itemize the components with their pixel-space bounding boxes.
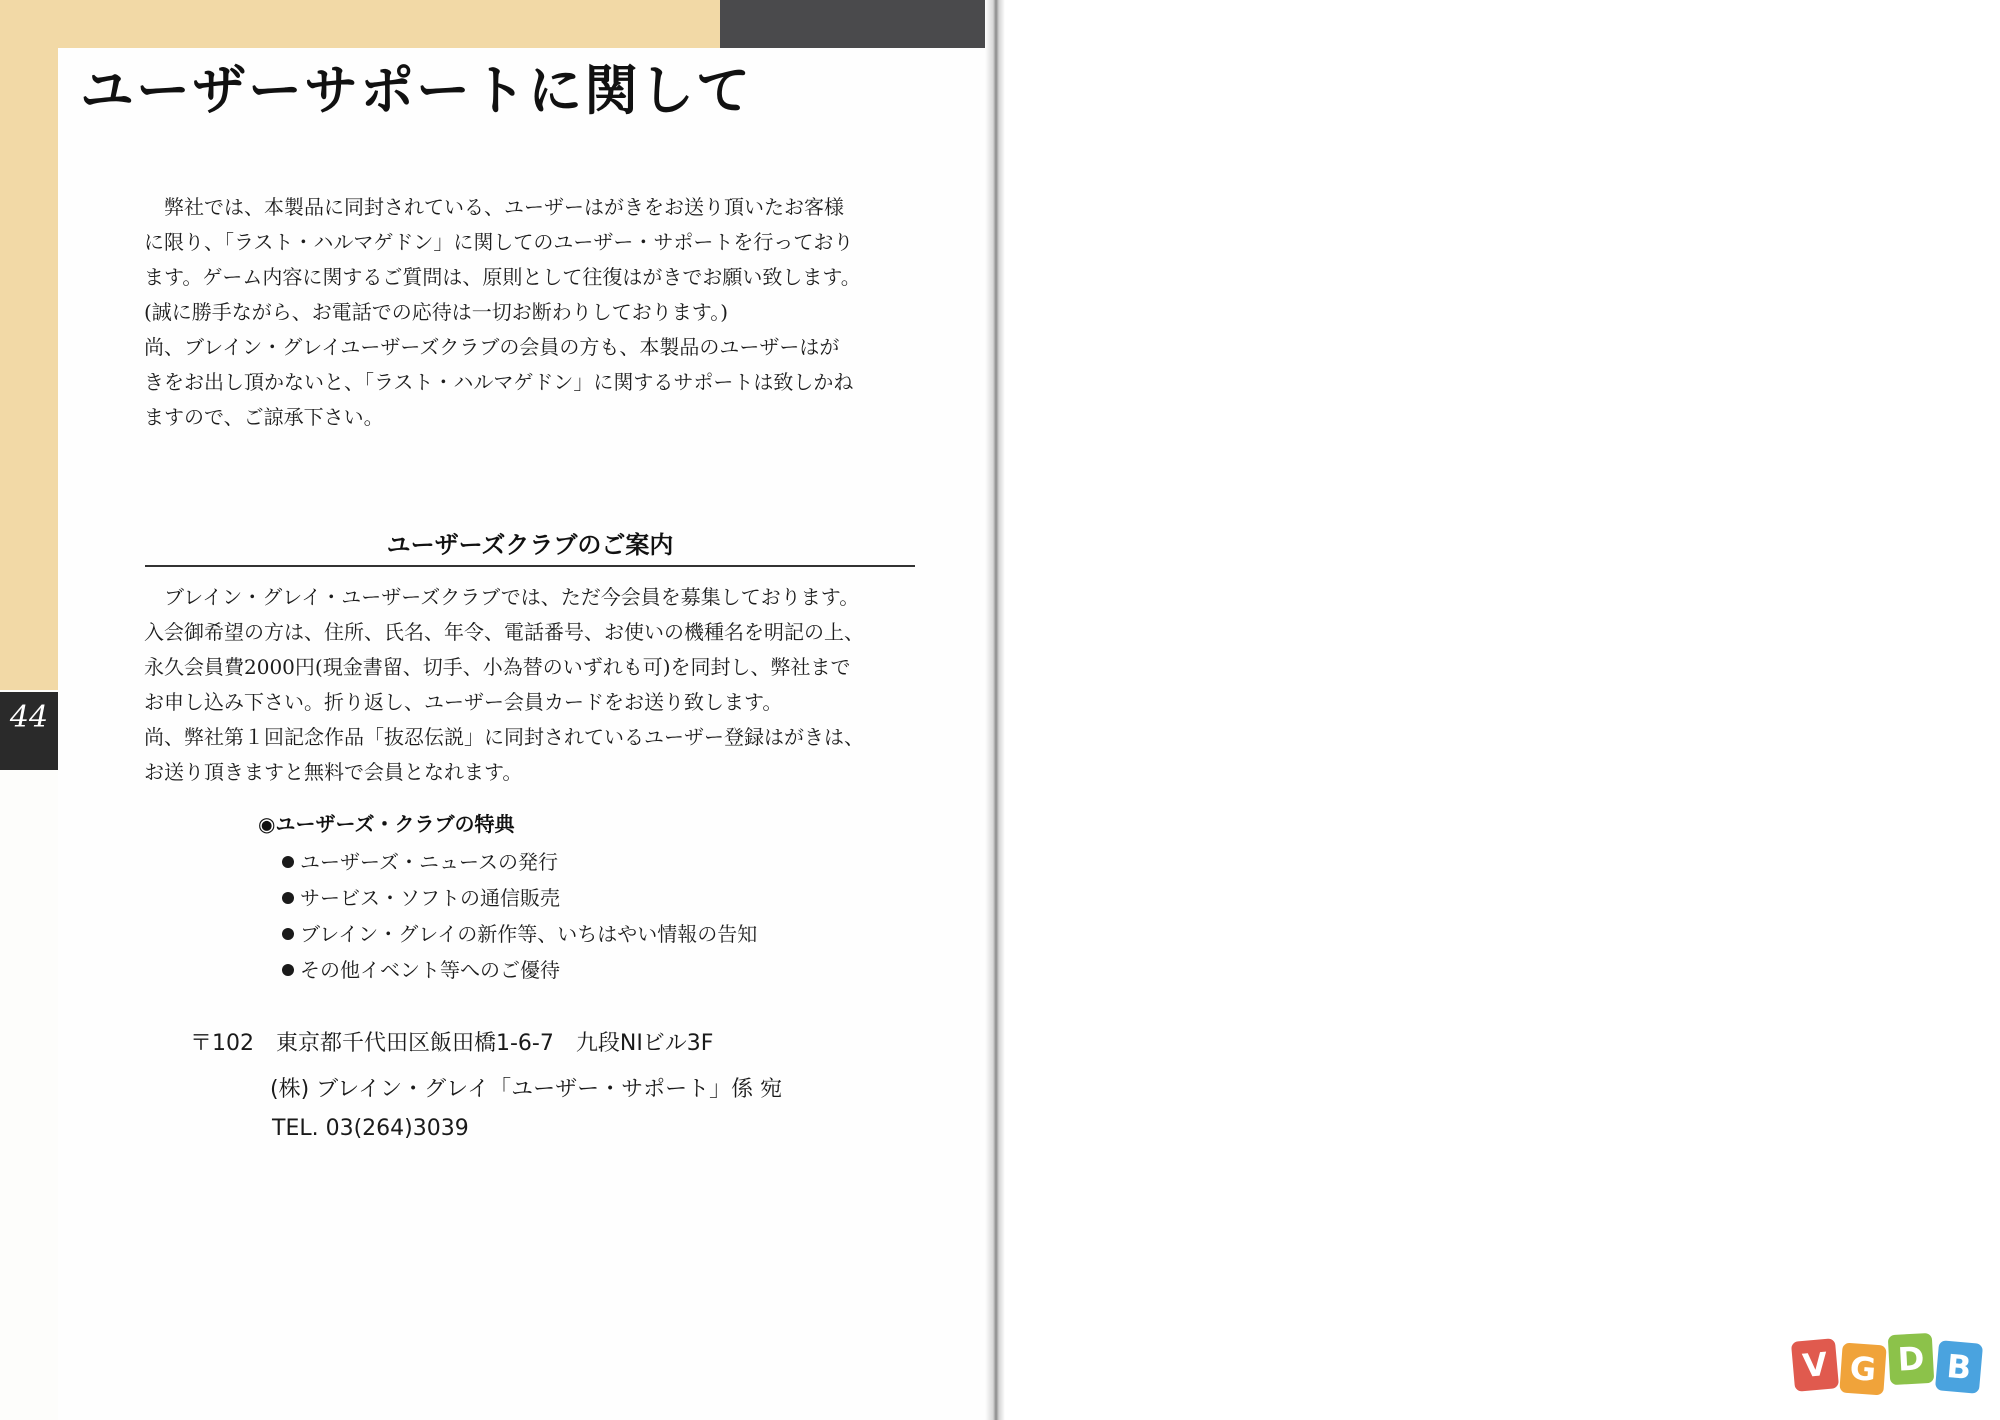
logo-tile-g: G xyxy=(1839,1343,1886,1396)
bullet-icon xyxy=(282,856,294,868)
users-club-heading: ユーザーズクラブのご案内 xyxy=(386,531,674,559)
list-item xyxy=(282,916,757,952)
bullet-icon xyxy=(282,928,294,940)
bullet-icon xyxy=(282,964,294,976)
address-recipient: (株) ブレイン・グレイ「ユーザー・サポート」係 宛 xyxy=(270,1077,783,1102)
support-line: (誠に勝手ながら、お電話での応待は一切お断わりしております。) xyxy=(144,300,729,324)
list-item xyxy=(282,952,757,988)
benefits-heading: ◉ユーザーズ・クラブの特典 xyxy=(258,812,515,836)
club-line: 永久会員費2000円(現金書留、切手、小為替のいずれも可)を同封し、弊社まで xyxy=(144,655,851,679)
right-page-blank xyxy=(1005,0,2000,1420)
address-line: 〒102 東京都千代田区飯田橋1-6-7 九段NIビル3F xyxy=(190,1031,714,1056)
list-item xyxy=(282,880,757,916)
benefit-text: ユーザーズ・ニュースの発行 xyxy=(300,850,558,874)
club-line: 入会御希望の方は、住所、氏名、年令、電話番号、お使いの機種名を明記の上、 xyxy=(144,620,864,644)
support-paragraph xyxy=(144,190,934,435)
support-line: ますので、ご諒承下さい。 xyxy=(144,405,384,429)
vgdb-logo xyxy=(1793,1332,1993,1396)
benefits-list xyxy=(282,844,757,988)
logo-tile-d: D xyxy=(1888,1333,1935,1385)
page-number: 44 xyxy=(9,700,49,735)
section-divider xyxy=(145,565,915,567)
benefit-text: その他イベント等へのご優待 xyxy=(300,958,560,982)
top-tan-band xyxy=(0,0,720,48)
support-line: に限り、「ラスト・ハルマゲドン」に関してのユーザー・サポートを行っており xyxy=(144,230,854,254)
club-line: ブレイン・グレイ・ユーザーズクラブでは、ただ今会員を募集しております。 xyxy=(144,585,860,609)
top-gray-band xyxy=(720,0,1002,48)
club-line: 尚、弊社第１回記念作品「抜忍伝説」に同封されているユーザー登録はがきは、 xyxy=(144,725,864,749)
support-line: 弊社では、本製品に同封されている、ユーザーはがきをお送り頂いたお客様 xyxy=(144,195,844,219)
page-title: ユーザーサポートに関して xyxy=(80,59,752,122)
logo-tile-b: B xyxy=(1935,1340,1983,1394)
logo-tile-v: V xyxy=(1791,1338,1839,1392)
support-line: きをお出し頂かないと、「ラスト・ハルマゲドン」に関するサポートは致しかね xyxy=(144,370,854,394)
club-paragraph xyxy=(144,580,934,790)
support-line: ます。ゲーム内容に関するご質問は、原則として往復はがきでお願い致します。 xyxy=(144,265,861,289)
address-phone: TEL. 03(264)3039 xyxy=(272,1116,469,1141)
club-line: お申し込み下さい。折り返し、ユーザー会員カードをお送り致します。 xyxy=(144,690,783,714)
benefit-text: ブレイン・グレイの新作等、いちはやい情報の告知 xyxy=(300,922,758,946)
bullet-icon xyxy=(282,892,294,904)
list-item xyxy=(282,844,757,880)
left-tan-strip xyxy=(0,0,58,690)
benefit-text: サービス・ソフトの通信販売 xyxy=(300,886,560,910)
support-line: 尚、ブレイン・グレイユーザーズクラブの会員の方も、本製品のユーザーはが xyxy=(144,335,840,359)
club-line: お送り頂きますと無料で会員となれます。 xyxy=(144,760,523,784)
book-gutter xyxy=(985,0,1005,1420)
